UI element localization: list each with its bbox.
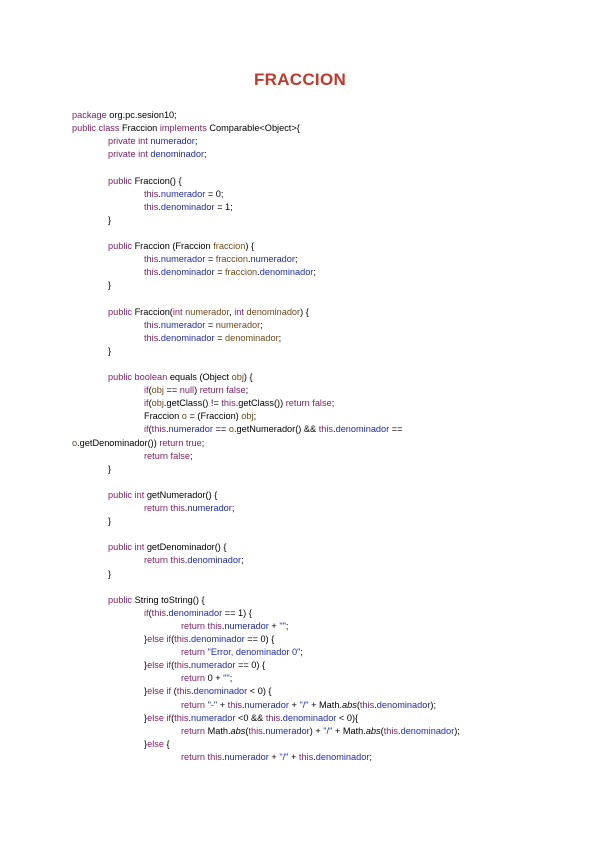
code-token: ); [430, 699, 437, 710]
code-token: } [108, 345, 112, 356]
code-line [144, 712, 358, 724]
code-token: denominador [282, 712, 337, 723]
code-token: .getDenominador()) [77, 437, 160, 448]
code-token: == [163, 385, 180, 396]
code-token: this [248, 725, 263, 736]
code-token: package [72, 110, 107, 120]
code-token: return [181, 725, 206, 736]
code-token: denominador [187, 555, 242, 566]
code-token: return false [144, 450, 190, 461]
code-token: this [174, 634, 189, 644]
code-token: this [174, 712, 189, 723]
code-token: this [221, 398, 236, 409]
code-token: ( [245, 725, 249, 736]
code-token: return [181, 673, 206, 684]
code-token: == 0) { [235, 660, 266, 671]
code-token: ; [201, 437, 205, 448]
code-token: ) { [245, 241, 255, 251]
code-token: . [158, 319, 161, 330]
code-token: this [144, 254, 159, 265]
code-line [144, 201, 233, 213]
code-token: numerador [265, 725, 310, 736]
code-line [144, 738, 170, 750]
code-line [144, 319, 263, 331]
code-token: return this [144, 555, 185, 566]
code-token: ( [380, 725, 384, 736]
code-token: getDenominador() { [144, 542, 227, 553]
code-token: this [144, 188, 159, 199]
code-line [144, 253, 298, 265]
code-line [181, 672, 232, 684]
code-line [144, 188, 223, 200]
code-token: org.pc.sesion10; [106, 110, 177, 120]
code-token: Math. [205, 725, 231, 736]
code-line [108, 541, 227, 553]
code-line [108, 214, 111, 226]
code-token: . [165, 607, 169, 618]
code-token: denominador [400, 725, 455, 736]
code-token: Fraccion [119, 123, 160, 134]
code-token: . [257, 267, 260, 278]
code-line [108, 568, 111, 580]
code-token: return this [181, 620, 222, 631]
code-token: this [144, 267, 159, 278]
code-line [108, 489, 217, 501]
code-token: String toString() { [132, 594, 205, 605]
code-token: denominador [246, 306, 301, 317]
code-token: public boolean [108, 372, 168, 382]
code-token: denominador [335, 424, 390, 435]
code-token: . [374, 699, 377, 710]
code-token: denominador [160, 267, 215, 278]
code-token: this [144, 319, 159, 330]
code-token: ; [300, 647, 303, 658]
code-line [108, 135, 197, 147]
code-token: numerador [185, 306, 230, 317]
code-token: } [144, 738, 148, 749]
code-token: + Math. [332, 725, 366, 736]
code-token: . [241, 699, 245, 710]
code-token: ; [285, 620, 289, 631]
code-token: == [212, 424, 229, 435]
code-token: 0 + [205, 673, 224, 684]
code-token: .getClass()) [235, 398, 286, 409]
code-token: ) { [300, 306, 309, 317]
code-token: public [108, 175, 133, 186]
code-token: = [214, 332, 225, 343]
code-token: = 0; [205, 188, 224, 199]
code-token: ; [204, 149, 207, 160]
code-token: <0 && [235, 712, 266, 723]
code-token: o [72, 437, 78, 448]
code-token: ( [148, 398, 152, 409]
code-token: "/" [323, 725, 333, 736]
code-token: ; [231, 503, 235, 513]
code-token: denominador [193, 686, 248, 697]
code-token: ; [229, 673, 233, 684]
code-token: + [268, 620, 280, 631]
code-token: "Error, denominador 0" [207, 647, 301, 658]
code-token: } [144, 712, 148, 723]
code-token: ); [454, 725, 460, 736]
code-token: . [158, 188, 161, 199]
code-token: denominador [376, 699, 431, 710]
code-token: obj [151, 398, 164, 409]
code-line [181, 699, 436, 711]
code-token: "/" [279, 751, 289, 762]
code-token: denominador [225, 332, 279, 343]
code-token: public [108, 306, 133, 317]
code-token: numerador [187, 503, 232, 513]
code-line [108, 345, 111, 357]
code-token: denominador [191, 634, 245, 644]
code-token: . [313, 751, 316, 762]
code-token: if [144, 424, 149, 435]
code-token: this [318, 424, 334, 435]
code-token: this [298, 751, 314, 762]
code-token: return false [199, 385, 246, 396]
code-token: Fraccion (Fraccion [132, 241, 214, 251]
code-token: if [144, 398, 149, 409]
code-token: denominador [160, 201, 215, 212]
code-token: ) [194, 385, 200, 396]
code-line [144, 423, 403, 435]
code-token: = [205, 254, 216, 265]
code-line [108, 594, 205, 606]
code-token: denominador [315, 751, 370, 762]
code-token: this [265, 712, 281, 723]
code-token: "/" [299, 699, 309, 710]
code-token: abs [341, 699, 357, 710]
code-token: ) + [309, 725, 324, 736]
code-token: denominador [160, 332, 215, 343]
code-token: . [221, 751, 225, 762]
code-line [144, 607, 252, 619]
code-token: ; [189, 450, 193, 461]
code-token: == 0) { [244, 634, 275, 644]
code-line [144, 633, 274, 645]
code-token: if [144, 607, 149, 618]
code-token: . [247, 254, 251, 265]
code-token: . [184, 503, 188, 513]
code-token: abs [230, 725, 246, 736]
code-token: return true [159, 437, 202, 448]
code-token: } [144, 660, 148, 671]
code-token: . [188, 634, 192, 644]
code-token: this [144, 201, 159, 212]
code-token: . [158, 201, 161, 212]
code-token: abs [365, 725, 381, 736]
code-token: ( [171, 634, 175, 644]
code-token: numerador [160, 188, 206, 199]
code-token: . [158, 267, 161, 278]
code-line [108, 463, 111, 475]
code-token: ( [171, 712, 175, 723]
code-token: int [172, 306, 183, 317]
code-token: o [181, 411, 187, 422]
code-token: = [214, 267, 225, 278]
code-token: this [151, 424, 166, 435]
code-token: numerador [160, 319, 206, 330]
code-token: ( [148, 424, 152, 435]
code-token: + [288, 751, 299, 762]
code-token: o [228, 424, 234, 435]
code-token: numerador [224, 620, 269, 631]
code-token: ( [171, 660, 175, 671]
code-line [72, 122, 300, 134]
code-token: + [217, 699, 228, 710]
code-token: return this [144, 503, 185, 513]
code-token: numerador [224, 751, 269, 762]
code-token: return [181, 699, 206, 710]
code-token: return this [181, 751, 222, 762]
code-token: = 1; [214, 201, 233, 212]
code-token: , [229, 306, 235, 317]
code-token: numerador [160, 254, 206, 265]
page-title: FRACCION [253, 70, 347, 89]
code-token: this [174, 660, 189, 671]
code-token: ( [148, 385, 152, 396]
code-token: if [144, 385, 149, 396]
code-token: . [184, 555, 188, 566]
code-line [144, 502, 234, 514]
code-token: return false [285, 398, 332, 409]
code-token: this [144, 332, 159, 343]
code-token: ; [331, 398, 335, 409]
code-token: } [144, 686, 148, 697]
code-line [144, 397, 334, 409]
code-line [108, 240, 254, 252]
code-token: Comparable<Object>{ [206, 123, 300, 134]
code-token: ; [245, 385, 249, 396]
code-token: ; [278, 332, 282, 343]
code-token: this [176, 686, 192, 697]
code-token: ; [241, 555, 244, 566]
code-token: . [280, 712, 283, 723]
code-token: .getNumerador() && [233, 424, 319, 435]
code-line [144, 410, 256, 422]
code-token: numerador [250, 254, 295, 265]
code-token: ( [356, 699, 360, 710]
code-token: denominador [168, 607, 223, 618]
code-token: . [188, 712, 192, 723]
code-token: . [262, 725, 266, 736]
code-token: Fraccion() { [132, 175, 182, 186]
code-token: .getClass() != [163, 398, 222, 409]
code-token: Fraccion( [132, 306, 173, 317]
code-line [72, 437, 204, 449]
code-token: equals (Object [167, 372, 232, 382]
code-token: } [108, 463, 112, 474]
code-line [144, 659, 265, 671]
code-token: . [158, 332, 161, 343]
code-token: public class [72, 123, 120, 134]
code-line [181, 751, 372, 763]
code-token: } [108, 568, 112, 579]
code-line [181, 646, 303, 658]
code-token: numerador [191, 712, 236, 723]
code-token: ; [369, 751, 372, 762]
code-line [72, 109, 177, 121]
code-token: else if [147, 712, 172, 723]
code-token: ; [194, 136, 198, 147]
code-token: == [389, 424, 403, 435]
code-line [108, 306, 309, 318]
code-line [144, 685, 272, 697]
code-token: . [188, 660, 192, 671]
code-token: = (Fraccion) [186, 411, 242, 422]
code-token: . [165, 424, 169, 435]
code-token: obj [241, 411, 254, 422]
code-token: null [179, 385, 195, 396]
code-token: else if [147, 686, 172, 697]
code-token: ; [253, 411, 257, 422]
code-line [144, 384, 248, 396]
code-token: public [108, 241, 133, 251]
code-token: private int [108, 149, 148, 160]
code-token: public int [108, 489, 145, 500]
code-token: fraccion [225, 267, 258, 278]
code-token: ; [313, 267, 316, 278]
code-token: numerador [244, 699, 289, 710]
code-token: obj [151, 385, 164, 396]
code-token: + [288, 699, 300, 710]
code-token: else [147, 738, 164, 749]
code-token: public int [108, 542, 145, 553]
code-token: int [234, 306, 244, 317]
code-token: + [268, 751, 280, 762]
code-token: this [151, 607, 166, 618]
code-token: "" [279, 620, 286, 631]
code-token: . [398, 725, 401, 736]
code-token: "" [223, 673, 230, 684]
code-line [108, 371, 253, 383]
code-token: denominador [150, 149, 205, 160]
code-token: getNumerador() { [144, 489, 218, 500]
code-line [144, 332, 281, 344]
code-token: } [108, 516, 112, 527]
code-line [144, 450, 193, 462]
code-line [108, 279, 111, 291]
code-token: ; [260, 319, 263, 330]
code-token: Fraccion [144, 411, 182, 422]
code-line [181, 620, 288, 632]
code-line [144, 266, 316, 278]
code-token: + Math. [308, 699, 342, 710]
code-token: denominador [259, 267, 314, 278]
code-token: else if [147, 634, 172, 644]
code-line [181, 725, 460, 737]
code-line [108, 148, 207, 160]
code-token: . [333, 424, 336, 435]
code-token: ) { [243, 372, 253, 382]
code-token: ( [171, 686, 177, 697]
code-token: numerador [150, 136, 195, 147]
code-token: this [227, 699, 242, 710]
code-token: == 1) { [222, 607, 252, 618]
code-token: this [359, 699, 375, 710]
code-token: ; [294, 254, 298, 265]
code-token: . [221, 620, 225, 631]
code-token: return [181, 647, 206, 658]
code-token: } [108, 214, 112, 225]
code-token: obj [231, 372, 244, 382]
code-token: "-" [207, 699, 218, 710]
code-token: < 0){ [336, 712, 359, 723]
code-token: public [108, 594, 133, 605]
code-line [108, 175, 182, 187]
code-token: ( [148, 607, 152, 618]
code-token: } [108, 280, 112, 291]
code-token: implements [159, 123, 207, 134]
code-line [108, 515, 111, 527]
code-token: . [191, 686, 194, 697]
code-token: numerador [168, 424, 213, 435]
code-token: this [383, 725, 399, 736]
code-token: } [144, 634, 148, 644]
code-token: fraccion [213, 241, 246, 251]
code-token: else if [147, 660, 172, 671]
code-token: < 0) { [247, 686, 272, 697]
code-token: { [163, 738, 170, 749]
code-token: . [158, 254, 161, 265]
code-token: numerador [215, 319, 261, 330]
code-token: private int [108, 136, 148, 147]
code-token: fraccion [215, 254, 248, 265]
code-token: numerador [191, 660, 236, 671]
code-token: = [205, 319, 216, 330]
code-line [144, 554, 244, 566]
